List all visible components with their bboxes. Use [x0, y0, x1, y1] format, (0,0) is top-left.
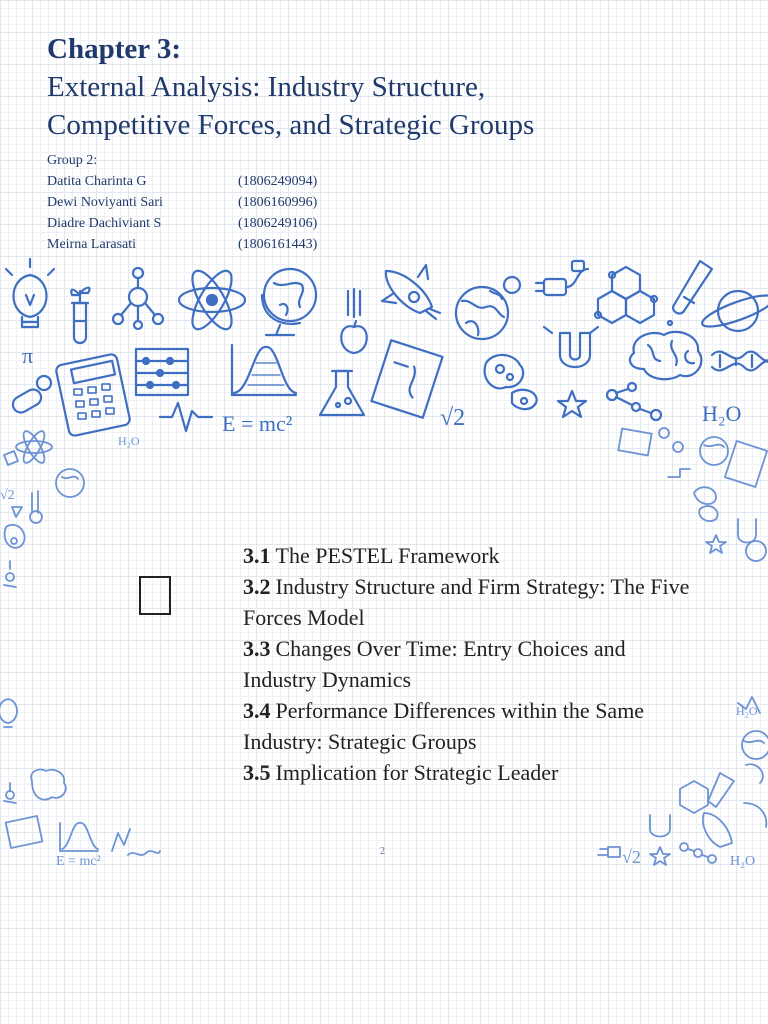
member-name: Dewi Noviyanti Sari: [47, 195, 163, 210]
member-name: Datita Charinta G: [47, 174, 147, 189]
magnet-icon: [544, 327, 598, 367]
page-number: 2: [380, 846, 385, 857]
toc-text: Performance Differences within the Same Industry: Strategic Groups: [243, 698, 645, 754]
abacus-icon: [136, 349, 188, 395]
member-id: (1806249094): [238, 174, 318, 189]
h2o-formula: H₂O: [702, 401, 742, 426]
toc-item: [243, 695, 703, 757]
atom-icon: [179, 265, 245, 334]
member-row: [47, 192, 317, 213]
member-id: (1806249106): [238, 216, 318, 231]
member-name: Diadre Dachiviant S: [47, 216, 162, 231]
member-row: [47, 171, 317, 192]
rocket-icon: [382, 265, 520, 319]
toc-item: [243, 633, 703, 695]
toc-number: 3.3: [243, 636, 271, 661]
toc-text: Industry Structure and Firm Strategy: The Five Forces Model: [243, 574, 690, 630]
small-molecule-icon: [607, 383, 661, 420]
toc-item: [243, 540, 703, 571]
emc2-formula-small: E = mc²: [56, 854, 101, 869]
notebook-icon: [371, 340, 442, 418]
toc-item: [243, 571, 703, 633]
heartbeat-icon: [160, 403, 212, 431]
toc-item: [243, 757, 703, 788]
chapter-title-line-1: External Analysis: Industry Structure,: [47, 71, 486, 103]
calculator-icon: [55, 353, 131, 436]
plug-icon: [536, 261, 588, 295]
earth-icon: [456, 287, 508, 339]
member-id: (1806161443): [238, 237, 318, 252]
dna-icon: [712, 352, 768, 371]
bacteria-icon: [485, 355, 537, 409]
h2o-formula-small-right: H₂O: [736, 704, 758, 718]
toc-number: 3.5: [243, 760, 271, 785]
toc-number: 3.1: [243, 543, 271, 568]
table-of-contents: [243, 540, 703, 788]
missing-glyph-box: [139, 576, 171, 615]
apple-icon: [341, 289, 367, 353]
sqrt2-symbol: √2: [440, 405, 466, 431]
toc-text: Implication for Strategic Leader: [275, 760, 559, 785]
group-members: [47, 151, 317, 255]
brain-icon: [630, 332, 701, 379]
member-row: [47, 213, 317, 234]
sqrt2-symbol-left: √2: [0, 488, 15, 503]
hexagon-molecule-icon: [595, 267, 657, 323]
flask-icon: [320, 371, 364, 415]
member-id: (1806160996): [238, 195, 318, 210]
toc-text: Changes Over Time: Entry Choices and Industry Dynamics: [243, 636, 626, 692]
globe-icon: [262, 269, 316, 335]
capsule-icon: [10, 376, 51, 415]
molecule-icon: [113, 268, 163, 329]
h2o-formula-small: H₂O: [730, 854, 756, 869]
left-doodle-column: [0, 428, 160, 855]
toc-number: 3.4: [243, 698, 271, 723]
light-bulb-icon: [6, 259, 54, 327]
member-name: Meirna Larasati: [47, 237, 137, 252]
bell-curve-chart-icon: [232, 345, 296, 395]
toc-text: The PESTEL Framework: [275, 543, 500, 568]
pi-symbol: π: [22, 343, 34, 368]
test-tube-sprout-icon: [71, 288, 89, 343]
chapter-title-line-2: Competitive Forces, and Strategic Groups: [47, 109, 535, 141]
star-icon: [558, 391, 586, 417]
emc2-formula: E = mc²: [222, 411, 293, 436]
group-label: Group 2:: [47, 153, 98, 168]
member-row: [47, 234, 317, 255]
page-header: [47, 32, 747, 144]
h2o-formula-small-left: H₂O: [118, 434, 140, 448]
toc-number: 3.2: [243, 574, 271, 599]
sqrt2-symbol-small: √2: [622, 847, 641, 867]
planet-icon: [699, 290, 768, 333]
chapter-number: Chapter 3:: [47, 33, 181, 65]
tilted-test-tube-icon: [668, 261, 712, 325]
